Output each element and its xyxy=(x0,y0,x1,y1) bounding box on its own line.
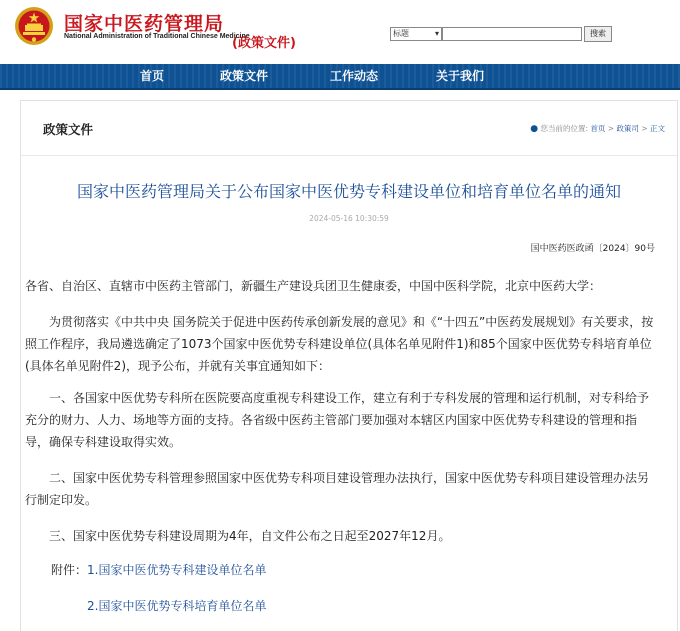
item-two-paragraph: 二、国家中医优势专科管理参照国家中医优势专科项目建设管理办法执行，国家中医优势专科项目建设管理办法另行制定印发。 xyxy=(25,471,650,507)
nav-item-about-us[interactable]: 关于我们 xyxy=(436,69,485,83)
nav-item-work-news[interactable]: 工作动态 xyxy=(330,69,379,83)
nav-item-home[interactable]: 首页 xyxy=(140,69,165,83)
search-button[interactable]: 搜索 xyxy=(584,26,612,42)
site-title-english: National Administration of Traditional Chinese Medicine xyxy=(64,33,250,40)
attachment-link-2[interactable]: 2.国家中医优势专科培育单位名单 xyxy=(87,599,267,613)
site-title[interactable]: 国家中医药管理局 xyxy=(64,13,225,35)
divider xyxy=(21,155,677,156)
breadcrumb-prefix: 您当前的位置: xyxy=(540,124,588,133)
document-number: 国中医药医政函〔2024〕90号 xyxy=(530,244,655,254)
item-three-paragraph: 三、国家中医优势专科建设周期为4年，自文件公布之日起至2027年12月。 xyxy=(49,529,451,543)
document-title: 国家中医药管理局关于公布国家中医优势专科建设单位和培育单位名单的通知 xyxy=(76,182,621,201)
content-panel xyxy=(20,100,678,631)
document-timestamp: 2024-05-16 10:30:59 xyxy=(309,214,389,223)
panel-title: 政策文件 xyxy=(43,122,94,137)
breadcrumb-policy-dept[interactable]: 政策司 xyxy=(616,124,639,133)
breadcrumb-home[interactable]: 首页 xyxy=(590,124,606,133)
intro-paragraph: 为贯彻落实《中共中央 国务院关于促进中医药传承创新发展的意见》和《“十四五”中医药发展规划》有关要求，按照工作程序，我局遴选确定了1073个国家中医优势专科建设单位(具体名单见附件1)和85个国家中医优势专科培育单位(具体名单见附件2)，现予公布，并就有关事宜通知如下： xyxy=(25,315,654,373)
nav-item-policy-documents[interactable]: 政策文件 xyxy=(220,69,269,83)
main-nav xyxy=(0,64,680,90)
attachments-label: 附件： xyxy=(51,563,88,577)
salutation: 各省、自治区、直辖市中医药主管部门，新疆生产建设兵团卫生健康委，中国中医科学院，北京中医药大学： xyxy=(25,279,602,293)
breadcrumb: ● 您当前的位置: 首页 > 政策司 > 正文 xyxy=(530,124,665,134)
search-scope-select[interactable] xyxy=(390,27,442,41)
breadcrumb-current[interactable]: 正文 xyxy=(650,124,665,133)
chevron-down-icon: ▾ xyxy=(434,29,439,38)
search-scope-value: 标题 xyxy=(393,29,409,38)
section-tag: (政策文件) xyxy=(232,36,296,51)
search-input[interactable] xyxy=(442,27,582,41)
site-header xyxy=(0,0,680,64)
item-one-paragraph: 一、各国家中医优势专科所在医院要高度重视专科建设工作，建立有利于专科发展的管理和运行机制，对专科给予充分的财力、人力、场地等方面的支持。各省级中医药主管部门要加强对本辖区内国家中医优势专科建设的管理和指导，确保专科建设取得实效。 xyxy=(25,391,650,449)
location-pin-icon: ● xyxy=(530,124,539,134)
attachment-link-1[interactable]: 1.国家中医优势专科建设单位名单 xyxy=(87,563,267,577)
national-emblem-icon xyxy=(14,6,54,46)
